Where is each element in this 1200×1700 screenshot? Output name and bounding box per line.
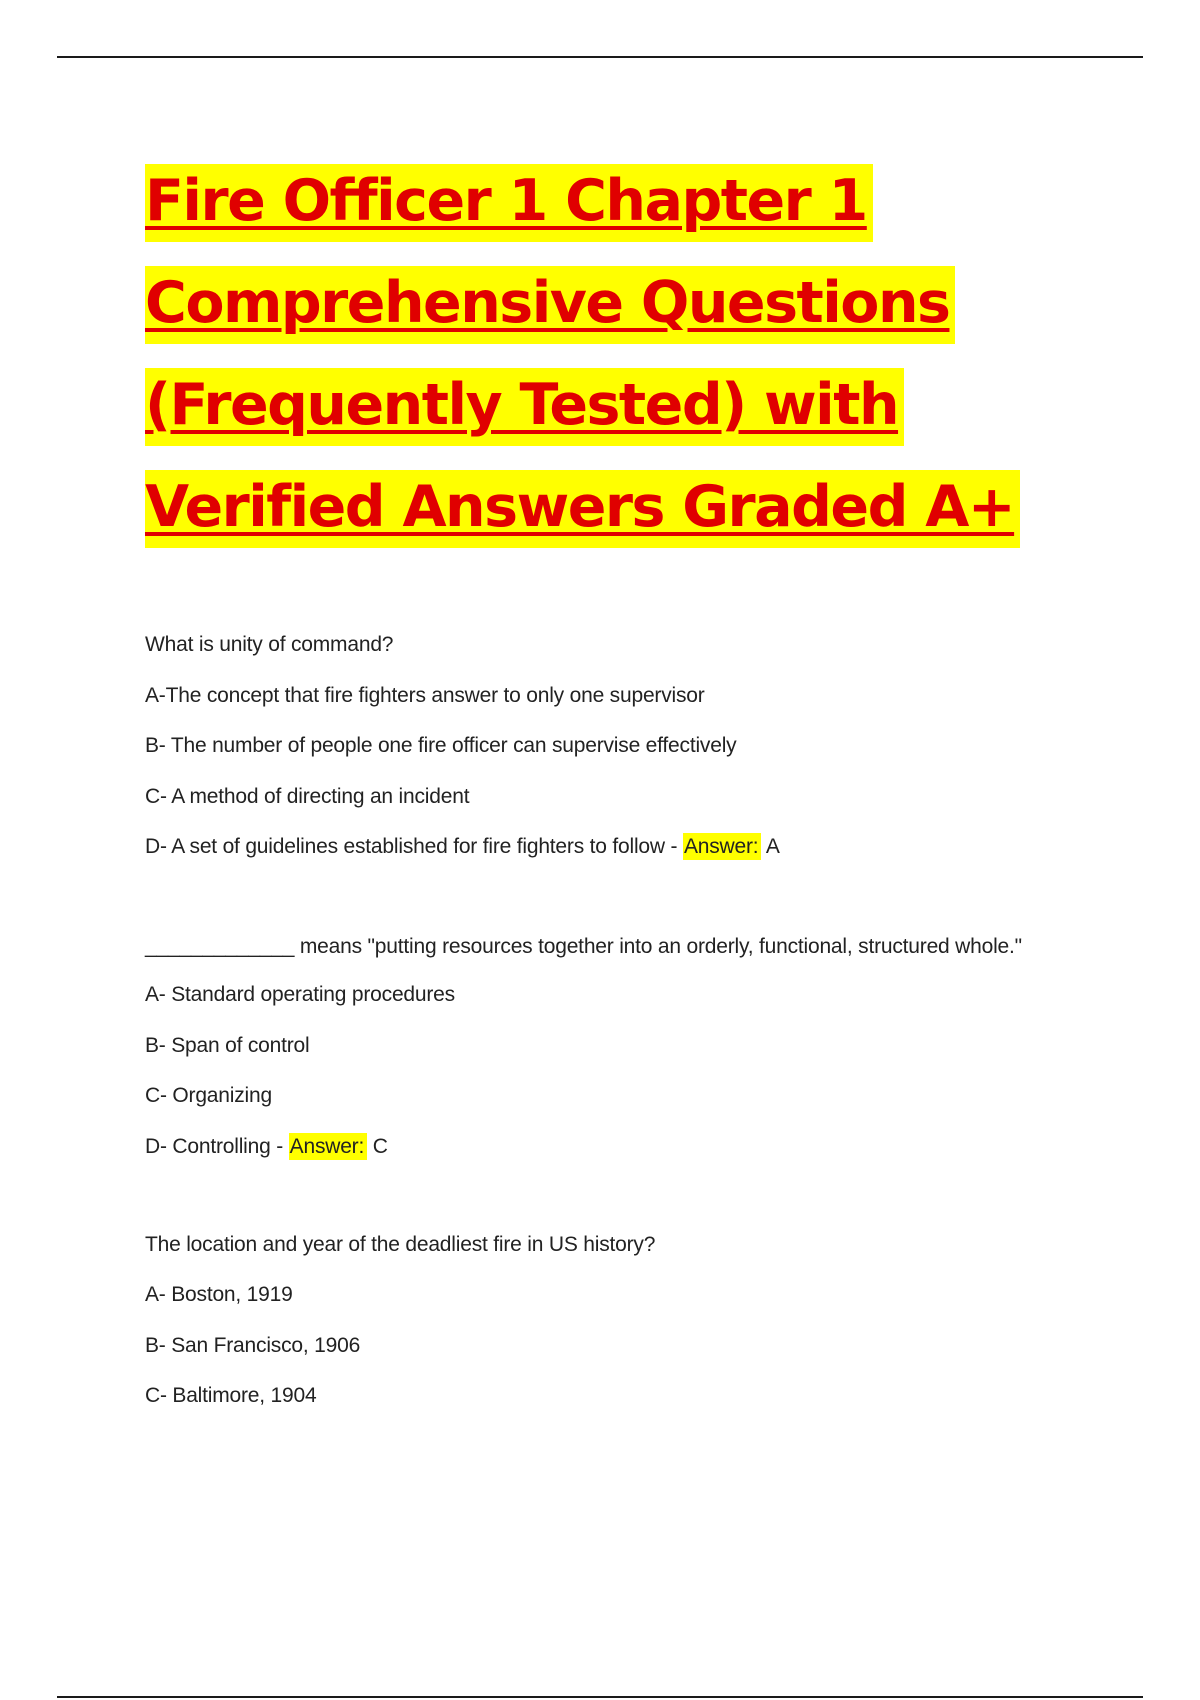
title-line-4: Verified Answers Graded A+ xyxy=(145,470,1020,548)
option-d-text: D- A set of guidelines established for fire fighters to follow - xyxy=(145,835,683,858)
document-body xyxy=(145,150,1095,1432)
title-line-2: Comprehensive Questions xyxy=(145,266,955,344)
option-d-text: D- Controlling - xyxy=(145,1134,289,1158)
option-c: C- Organizing xyxy=(145,1084,272,1107)
answer-label: Answer: xyxy=(289,1133,367,1160)
question-prompt: What is unity of command? xyxy=(145,633,394,656)
option-c: C- A method of directing an incident xyxy=(145,784,470,808)
answer-label: Answer: xyxy=(683,833,761,860)
answer-value: C xyxy=(367,1134,388,1158)
option-a: A-The concept that fire fighters answer to only one supervisor xyxy=(145,683,705,707)
question-1 xyxy=(145,630,1095,862)
option-c: C- Baltimore, 1904 xyxy=(145,1384,317,1407)
question-prompt: The location and year of the deadliest fire in US history? xyxy=(145,1232,656,1256)
question-3 xyxy=(145,1230,1095,1412)
option-d xyxy=(145,832,1095,862)
option-d xyxy=(145,1132,1095,1162)
bottom-rule xyxy=(57,1696,1143,1698)
option-a: A- Boston, 1919 xyxy=(145,1283,293,1306)
top-rule xyxy=(57,56,1143,58)
title-line-3: (Frequently Tested) with xyxy=(145,368,904,446)
option-a: A- Standard operating procedures xyxy=(145,983,455,1006)
document-title xyxy=(145,150,1095,558)
question-2 xyxy=(145,930,1095,1162)
answer-value: A xyxy=(761,835,780,858)
title-line-1: Fire Officer 1 Chapter 1 xyxy=(145,164,873,242)
option-b: B- Span of control xyxy=(145,1033,310,1057)
option-b: B- The number of people one fire officer can supervise effectively xyxy=(145,734,737,757)
option-b: B- San Francisco, 1906 xyxy=(145,1333,361,1357)
question-prompt: _____________ means "putting resources together into an orderly, functional, structured whole." xyxy=(145,935,1022,958)
